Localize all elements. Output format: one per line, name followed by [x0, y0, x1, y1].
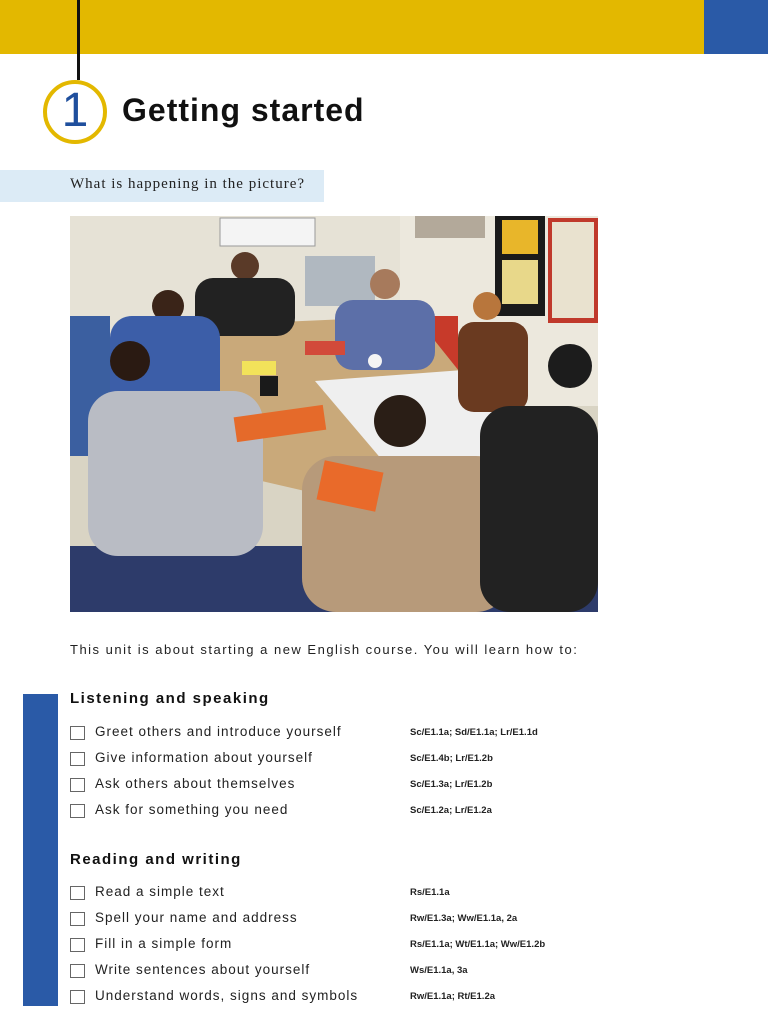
item-code: Rw/E1.3a; Ww/E1.1a, 2a [410, 913, 518, 924]
list-item [70, 724, 630, 746]
checkbox[interactable] [70, 938, 85, 952]
item-label: Give information about yourself [95, 750, 313, 765]
item-code: Sc/E1.3a; Lr/E1.2b [410, 779, 493, 790]
unit-number: 1 [61, 84, 89, 137]
list-item [70, 962, 630, 984]
item-code: Sc/E1.4b; Lr/E1.2b [410, 753, 493, 764]
section-side-bar [23, 694, 58, 1006]
item-label: Ask others about themselves [95, 776, 296, 791]
list-item [70, 802, 630, 824]
item-code: Ws/E1.1a, 3a [410, 965, 468, 976]
item-label: Fill in a simple form [95, 936, 233, 951]
header-band [0, 0, 704, 54]
prompt-text: What is happening in the picture? [70, 176, 306, 192]
checkbox[interactable] [70, 804, 85, 818]
checkbox[interactable] [70, 990, 85, 1004]
item-code: Sc/E1.1a; Sd/E1.1a; Lr/E1.1d [410, 727, 538, 738]
item-code: Rw/E1.1a; Rt/E1.2a [410, 991, 496, 1002]
prompt-band [0, 170, 324, 202]
checkbox[interactable] [70, 752, 85, 766]
section-heading-listening: Listening and speaking [70, 690, 270, 707]
item-label: Read a simple text [95, 884, 225, 899]
classroom-photo [70, 216, 598, 612]
list-item [70, 776, 630, 798]
item-label: Ask for something you need [95, 802, 289, 817]
item-code: Rs/E1.1a [410, 887, 450, 898]
page-title: Getting started [122, 92, 365, 128]
list-item [70, 910, 630, 932]
checkbox[interactable] [70, 886, 85, 900]
checkbox[interactable] [70, 964, 85, 978]
item-code: Sc/E1.2a; Lr/E1.2a [410, 805, 492, 816]
checkbox[interactable] [70, 912, 85, 926]
item-code: Rs/E1.1a; Wt/E1.1a; Ww/E1.2b [410, 939, 546, 950]
unit-number-badge [43, 80, 107, 144]
item-label: Understand words, signs and symbols [95, 988, 359, 1003]
list-item [70, 936, 630, 958]
item-label: Write sentences about yourself [95, 962, 311, 977]
section-heading-reading: Reading and writing [70, 851, 242, 868]
checkbox[interactable] [70, 726, 85, 740]
item-label: Greet others and introduce yourself [95, 724, 342, 739]
header-corner-block [704, 0, 768, 54]
item-label: Spell your name and address [95, 910, 298, 925]
list-item [70, 750, 630, 772]
intro-text: This unit is about starting a new English course. You will learn how to: [70, 642, 579, 657]
list-item [70, 988, 630, 1010]
header-line [77, 0, 80, 80]
checkbox[interactable] [70, 778, 85, 792]
list-item [70, 884, 630, 906]
